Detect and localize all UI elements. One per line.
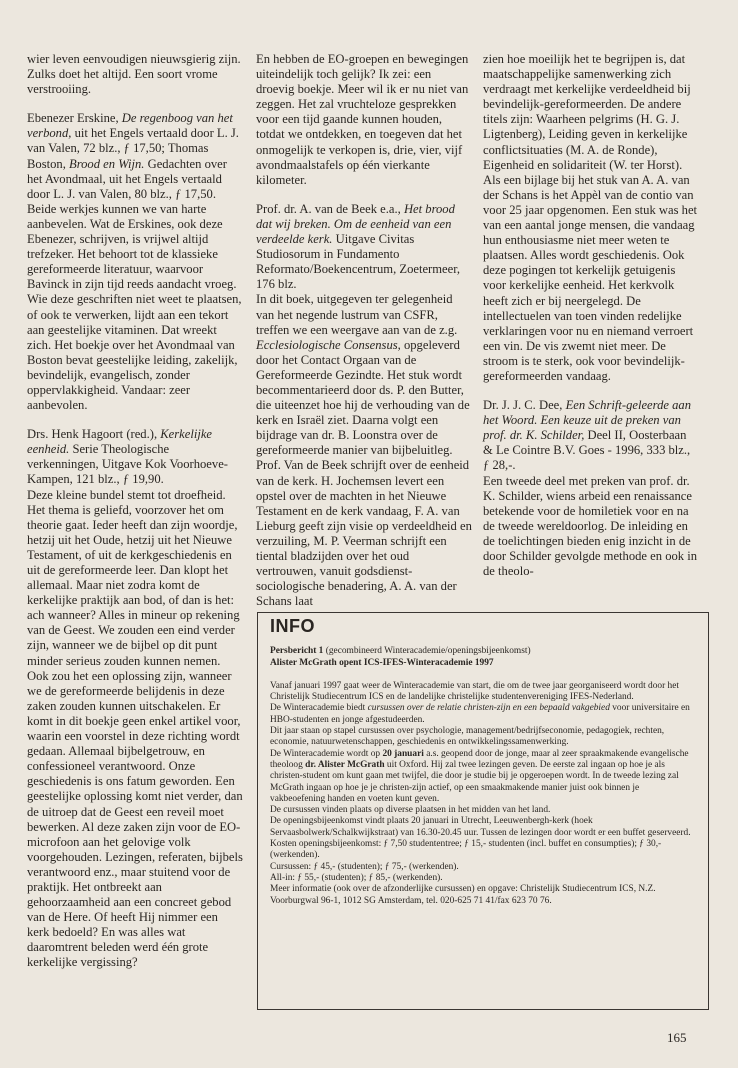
paragraph: En hebben de EO-groepen en bewegingen uiteindelijk toch gelijk? Ik zei: een droevig boekje. Meer wil ik er nu niet van zeggen. Het zal vruchteloze gesprekken voor een tijd gaande kunnen houden, totdat we ontdekken, en toegeven dat het onmogelijk te verkopen is, drie, vier, vijf avondmaalstafels op één vierkante kilometer. (256, 52, 469, 187)
review-van-de-beek: Prof. dr. A. van de Beek e.a., Het brood dat wij breken. Om de eenheid van een verdeelde kerk. Uitgave Civitas Studiosorum in Fundamento Reformato/Boekencentrum, Zoetermeer, 176 blz. In dit boek, uitgegeven ter gelegenheid van het negende lustrum van CSFR, treffen we een weergave aan van de z.g. Ecclesiologische Consensus, opgeleverd door het Contact Orgaan van de Gereformeerde Gezindte. Het stuk wordt becommentarieerd door ds. P. den Butter, die uiteenzet hoe hij de verhouding van de kerk en Israël ziet. Daarna volgt een bijdrage van dr. B. Loonstra over de gereformeerde manier van bijbeluitleg. Prof. Van de Beek schrijft over de eenheid van de kerk. H. Jochemsen levert een opstel over de machten in het Nieuwe Testament en de kerk vandaag, F. A. van Lieburg geeft zijn visie op verdeeldheid en verzuiling, M. P. Veerman schrijft een tiental bladzijden over het oud vertrouwen, vanuit godsdienst-sociologische benadering, A. A. van der Schans laat (256, 201, 472, 609)
book-title: Het brood dat wij breken. Om de eenheid van een verdeelde kerk. (256, 201, 455, 247)
press-release-header: Persbericht 1 (gecombineerd Winteracademie/openingsbijeenkomst) Alister McGrath opent ICS-IFES-Winteracademie 1997 (270, 646, 531, 668)
book-title: Een Schrift-geleerde aan het Woord. Een keuze uit de preken van prof. dr. K. Schilder, (483, 398, 691, 443)
press-release-body: Vanaf januari 1997 gaat weer de Winteracademie van start, die om de twee jaar georganiseerd wordt door het Christelijk Studiecentrum ICS en de landelijke christelijke studentenvereniging IFES-Nederland. De Winteracademie biedt cursussen over de relatie christen-zijn en een bepaald vakgebied voor universitaire en HBO-studenten en jonge afgestudeerden. Dit jaar staan op stapel cursussen over psychologie, management/bedrijfseconomie, pedagogiek, rechten, economie, natuurwetenschappen, geschiedenis en ontwikkelingssamenwerking. De Winteracademie wordt op 20 januari a.s. geopend door de jonge, maar al zeer spraakmakende evangelische theoloog dr. Alister McGrath uit Oxford. Hij zal twee lezingen geven. De eerste zal ingaan op hoe je als christen-student om kunt gaan met twijfel, die door je studie bij je opgeroepen wordt. In de tweede lezing zal McGrath ingaan op hoe je je christen-zijn actief, op een smaakmakende manier juist ook binnen je vakbeoefening handen en voeten kunt geven. De cursussen vinden plaats op diverse plaatsen in het midden van het land. De openingsbijeenkomst vindt plaats 20 januari in Utrecht, Leeuwenbergh-kerk (hoek Servaasbolwerk/Schalkwijkstraat) van 16.30-20.45 uur. Tussen de lezingen door wordt er een buffet geserveerd. Kosten openingsbijeenkomst: ƒ 7,50 studententreе; ƒ 15,- studenten (incl. buffet en consumpties); ƒ 30,- (werkenden). Cursussen: ƒ 45,- (studenten); ƒ 75,- (werkenden). All-in: ƒ 55,- (studenten); ƒ 85,- (werkenden). Meer informatie (ook over de afzonderlijke cursussen) en opgave: Christelijk Studiecentrum ICS, N.Z. Voorburgwal 96-1, 1012 SG Amsterdam, tel. 020-625 71 41/fax 623 70 76. (270, 680, 691, 906)
column-middle (256, 52, 472, 623)
document-title: Ecclesiologische Consensus, (256, 337, 401, 352)
column-right (483, 52, 699, 593)
paragraph: wier leven eenvoudigen nieuwsgierig zijn. Zulks doet het altijd. Een soort vrome verstrooiing. (27, 52, 241, 97)
press-release-subtitle: Alister McGrath opent ICS-IFES-Winteracademie 1997 (270, 657, 494, 668)
page-number: 165 (667, 1030, 687, 1045)
info-title: INFO (270, 616, 315, 636)
review-erskine: Ebenezer Erskine, De regenboog van het verbond, uit het Engels vertaald door L. J. van Valen, 72 blz., ƒ 17,50; Thomas Boston, Brood en Wijn. Gedachten over het Avondmaal, uit het Engels vertaald door L. J. van Valen, 80 blz., ƒ 17,50. Beide werkjes kunnen we van harte aanbevelen. Wat de Erskines, ook deze Ebenezer, schrijven, is vrijwel altijd trefzeker. Het behoort tot de klassieke gereformeerde literatuur, waarvoor Bavinck in zijn tijd reeds aandacht vroeg. Wie deze geschriften niet weet te plaatsen, of ook te verwerken, lijdt aan een tekort aan geestelijke vitaminen. Dat wreekt zich. Het boekje over het Avondmaal van Boston bevat geestelijke leiding, zakelijk, bevindelijk, evangelisch, zonder oppervlakkigheid. Vandaar: zeer aanbevolen. (27, 111, 242, 413)
info-box (257, 612, 709, 1010)
review-hagoort: Drs. Henk Hagoort (red.), Kerkelijke eenheid. Serie Theologische verkenningen, Uitgave Kok Voorhoeve-Kampen, 121 blz., ƒ 19,90. Deze kleine bundel stemt tot droefheid. Het thema is geliefd, voorzover het om theorie gaat. Ieder heeft dan zijn woordje, hetzij uit het Oude, hetzij uit het Nieuwe Testament, of uit de kerkgeschiedenis en uit de gereformeerde leer. Dan klopt het allemaal. Maar niet zodra komt de kerkelijke praktijk aan bod, of dan is het: ach wanneer? Alles in mineur op rekening van de Geest. We zouden een eind verder zijn, wanneer we de bijbel op dit punt minder serieus zouden kunnen nemen. Ook zou het een oplossing zijn, wanneer we de gereformeerde belijdenis in deze zaken zouden kunnen uitschakelen. Er komt in dit boekje geen enkel artikel voor, waarin een voorstel in deze richting wordt gedaan. Allemaal bijbelgetrouw, en confessioneel verantwoord. Onze geschiedenis is ons fatum geworden. Een geestelijke oplossing komt niet verder, dan de uitroep dat de Geest een reveil moet bewerken. Al deze zaken zijn voor de EO-microfoon aan het gelovige volk voorgehouden. Lezingen, referaten, bijbels verantwoord enz., maar stuitend voor de praktijk. Het ontbreekt aan gehoorzaamheid aan een concreet gebod van de Here. Of heeft Hij nimmer een kerk bedoeld? En was alles wat daaromtrent beleden werd één grote kerkelijke vergissing? (27, 427, 243, 970)
book-title: Brood en Wijn. (69, 156, 145, 171)
paragraph: zien hoe moeilijk het te begrijpen is, dat maatschappelijke samenwerking zich verdraagt met kerkelijke verdeeldheid bij bevindelijk-gereformeerden. De andere titels zijn: Waarheen pelgrims (H. G. J. Ligtenberg), Leiding geven in kerkelijke conflictsituaties (M. A. de Ronde), Eigenheid en solidariteit (W. ter Horst). Als een bijlage bij het stuk van A. A. van der Schans is het Appèl van de contio van voor 25 jaar opgenomen. Een stuk was het van een aantal jonge mensen, die vandaag hun enthousiasme niet meer weten te plaatsen. Alles wordt geschiedenis. Ook deze pogingen tot kerkelijk getuigenis voor kerkelijke eenheid. Het kerkvolk heeft zich er bij neergelegd. De intellectuelen van toen vinden redelijke verklaringen voor nu en niemand verroert een vin. De vis zwemt niet meer. De stroom is te sterk, ook voor bevindelijk-gereformeerden vandaag. (483, 52, 698, 383)
review-dee: Dr. J. J. C. Dee, Een Schrift-geleerde aan het Woord. Een keuze uit de preken van prof. dr. K. Schilder, Deel II, Oosterbaan & Le Cointre B.V. Goes - 1996, 333 blz., ƒ 28,-. Een tweede deel met preken van prof. dr. K. Schilder, wiens arbeid een renaissance betekende voor de homiletiek voor en na de tweede wereldoorlog. De inleiding en de toelichtingen bieden enig inzicht in de door Schilder gevolgde methode en ook in de theolo- (483, 398, 698, 579)
book-title: De regenboog van het verbond, (27, 111, 233, 141)
column-left (27, 52, 243, 985)
book-title: Kerkelijke eenheid. (27, 427, 212, 457)
